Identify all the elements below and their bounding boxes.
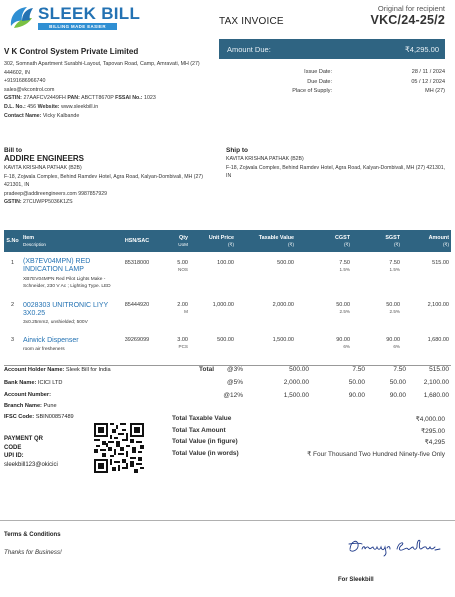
summary-taxable-row xyxy=(172,415,445,427)
col-qty xyxy=(158,230,190,252)
sgst-value: 7.50 xyxy=(389,260,400,266)
row-item xyxy=(21,300,116,335)
col-cgst-sub: (₹) xyxy=(344,241,350,247)
bill-to-name: ADDIRE ENGINEERS xyxy=(4,154,85,163)
tax-sgst: 90.00 xyxy=(389,392,406,399)
row-taxable: 2,000.00 xyxy=(272,302,294,308)
brand-tagline: BILLING MADE EASIER xyxy=(38,23,117,30)
website-label: Website: xyxy=(37,103,60,110)
item-name-link[interactable]: 0028303 UNITRONIC LIYY 3X0.25 xyxy=(23,302,109,317)
row-sgst xyxy=(352,252,402,300)
row-price: 100.00 xyxy=(217,260,234,266)
col-item xyxy=(21,230,116,252)
total-label: Total xyxy=(199,366,215,373)
qty-value: 3.00 xyxy=(177,337,188,343)
payment-qr-code[interactable] xyxy=(94,423,144,473)
tax-cgst: 50.00 xyxy=(348,379,365,386)
place-value: MH (27) xyxy=(425,88,445,94)
row-amount: 2,100.00 xyxy=(427,302,449,308)
place-row xyxy=(230,88,445,98)
col-price-label: Unit Price xyxy=(208,234,234,241)
brand-logo xyxy=(8,4,148,30)
col-amount-sub: (₹) xyxy=(443,241,449,247)
sgst-value: 50.00 xyxy=(386,302,400,308)
sgst-value: 90.00 xyxy=(386,337,400,343)
row-sno: 2 xyxy=(10,302,15,308)
summary-words-value: ₹ Four Thousand Two Hundred Ninety-five Only xyxy=(307,450,445,458)
row-taxable: 500.00 xyxy=(277,260,294,266)
seller-dl: 456 xyxy=(27,103,37,110)
bill-to-gstin xyxy=(4,198,219,207)
ifsc-label: IFSC Code: xyxy=(4,414,35,420)
bank-holder xyxy=(4,367,111,373)
due-date-label: Due Date: xyxy=(307,78,332,85)
seller-name: V K Control System Private Limited xyxy=(4,47,139,56)
bank-value: ICICI LTD xyxy=(37,380,63,386)
holder-label: Account Holder Name: xyxy=(4,367,65,373)
bill-to-address: F-18, Zojwala Complex, Behind Ramdev Hotel, Agra Road, Kalyan-Dombivali, MH (27) 421301, IN xyxy=(4,173,203,189)
tax-taxable: 1,500.00 xyxy=(283,392,309,399)
col-qty-sub: UoM xyxy=(178,242,188,247)
col-amount xyxy=(402,230,451,252)
bill-to-email-phone: pradeep@addireengineers.com 9987857929 xyxy=(4,190,108,197)
sleekbill-logo-icon xyxy=(8,4,36,30)
footer-divider xyxy=(0,520,455,521)
summary-figure-value: ₹4,295 xyxy=(424,439,445,446)
tax-sgst: 7.50 xyxy=(393,366,406,373)
totals-summary xyxy=(172,415,445,461)
col-taxable xyxy=(236,230,296,252)
row-hsn: 85444920 xyxy=(124,302,150,308)
bill-to xyxy=(4,147,219,207)
place-label: Place of Supply: xyxy=(292,88,332,94)
upi-label: UPI ID: xyxy=(4,453,24,459)
row-cgst xyxy=(296,252,352,300)
ship-to xyxy=(226,147,448,181)
row-sgst xyxy=(352,300,402,335)
row-hsn: 39269099 xyxy=(124,337,150,343)
amount-due-label: Amount Due: xyxy=(227,45,271,54)
col-item-label: Item xyxy=(23,235,35,241)
amount-due-value: ₹4,295.00 xyxy=(405,45,439,54)
bank-account xyxy=(4,392,51,398)
contact-label: Contact Name: xyxy=(4,112,42,119)
bill-gstin-label: GSTIN: xyxy=(4,199,22,206)
account-label: Account Number: xyxy=(4,392,51,398)
bill-gstin-value: 27CUWPP5036K1ZS xyxy=(23,199,73,206)
seller-pan: ABCTT8670P xyxy=(81,95,114,102)
brand-name: SLEEK BILL xyxy=(38,4,141,23)
uom-value: PCS xyxy=(178,344,188,349)
col-item-sub: Description xyxy=(23,242,46,247)
row-price: 500.00 xyxy=(217,337,234,343)
table-row xyxy=(4,300,451,335)
summary-tax-label: Total Tax Amount xyxy=(172,426,226,434)
seller-website: www.sleekbill.in xyxy=(61,103,99,110)
col-sno: S.No xyxy=(4,230,21,252)
branch-label: Branch Name: xyxy=(4,403,42,409)
cgst-value: 50.00 xyxy=(336,302,350,308)
for-company: For Sleekbill xyxy=(338,577,374,583)
uom-value: NOS xyxy=(178,267,188,272)
row-sno: 3 xyxy=(10,337,15,343)
table-row xyxy=(4,252,451,300)
seller-details xyxy=(4,60,209,120)
cgst-value: 90.00 xyxy=(336,337,350,343)
ship-to-address: F-18, Zojwala Complex, Behind Ramdev Hotel, Agra Road, Kalyan-Dombivali, MH (27) 421301, IN xyxy=(226,164,446,180)
bill-to-header: Bill to xyxy=(4,147,23,154)
item-name-link[interactable]: (XB7EV04MPN) RED INDICATION LAMP xyxy=(23,258,91,273)
item-desc: 3x0.25mm2, unshielded; 500V xyxy=(23,320,88,325)
tax-taxable: 2,000.00 xyxy=(283,379,309,386)
summary-taxable-value: ₹4,000.00 xyxy=(415,416,445,423)
bill-to-contact: KAVITA KRISHNA PATHAK (B2B) xyxy=(4,165,82,171)
items-table xyxy=(4,230,451,361)
ship-to-contact: KAVITA KRISHNA PATHAK (B2B) xyxy=(226,156,304,162)
bank-branch xyxy=(4,403,57,409)
qty-value: 5.00 xyxy=(177,260,188,266)
row-qty xyxy=(158,300,190,335)
pan-label: PAN: xyxy=(67,95,80,102)
uom-value: M xyxy=(184,309,188,314)
summary-figure-label: Total Value (in figure) xyxy=(172,438,238,445)
seller-dl-web xyxy=(4,103,209,112)
row-sno: 1 xyxy=(10,260,15,266)
summary-words-row xyxy=(172,450,445,462)
amount-due-bar xyxy=(219,39,445,59)
col-amount-label: Amount xyxy=(428,234,449,241)
tax-rate: @12% xyxy=(223,392,243,399)
row-qty xyxy=(158,335,190,361)
sgst-rate: 1.5% xyxy=(389,267,400,272)
ship-to-header: Ship to xyxy=(226,147,249,154)
item-desc: XB7EV04MPN Red Pilot Lights Make - Schneider, 230 V Ac ; Lighting Type. LED xyxy=(23,277,111,289)
branch-value: Pune xyxy=(43,403,57,409)
tax-cgst: 90.00 xyxy=(348,392,365,399)
summary-tax-row xyxy=(172,427,445,439)
seller-gstin: 27AAFCV2449FH xyxy=(23,95,66,102)
bank-name xyxy=(4,380,62,386)
col-sgst-label: SGST xyxy=(385,234,400,241)
tax-amount: 2,100.00 xyxy=(423,379,449,386)
tax-rate: @3% xyxy=(227,366,243,373)
invoice-dates xyxy=(230,69,445,98)
summary-words-label: Total Value (in words) xyxy=(172,449,239,457)
item-name-link[interactable]: Airwick Dispenser xyxy=(23,337,79,344)
col-sgst xyxy=(352,230,402,252)
row-cgst xyxy=(296,335,352,361)
table-row xyxy=(4,335,451,361)
bank-ifsc xyxy=(4,414,74,420)
row-taxable: 1,500.00 xyxy=(272,337,294,343)
col-taxable-label: Taxable Value xyxy=(258,234,294,241)
tax-rate: @5% xyxy=(227,379,243,386)
row-qty xyxy=(158,252,190,300)
tax-amount: 515.00 xyxy=(429,366,449,373)
invoice-title: TAX INVOICE xyxy=(219,16,284,27)
cgst-rate: 6% xyxy=(343,344,350,349)
tax-row-5 xyxy=(0,379,455,391)
issue-date-label: Issue Date: xyxy=(304,69,332,75)
holder-value: Sleek Bill for India xyxy=(65,367,111,373)
table-header-row xyxy=(4,230,451,252)
row-sgst xyxy=(352,335,402,361)
col-price-sub: (₹) xyxy=(228,241,234,247)
sgst-rate: 2.5% xyxy=(389,309,400,314)
seller-email: sales@vkcontrol.com xyxy=(4,86,55,93)
fssai-label: FSSAI No.: xyxy=(115,95,143,102)
signature-image xyxy=(347,535,443,559)
col-cgst-label: CGST xyxy=(335,234,350,241)
tax-sgst: 50.00 xyxy=(389,379,406,386)
due-date-row xyxy=(230,79,445,89)
item-desc: room air fresheners xyxy=(23,347,65,352)
gstin-label: GSTIN: xyxy=(4,95,22,102)
cgst-value: 7.50 xyxy=(339,260,350,266)
issue-date-value: 28 / 11 / 2024 xyxy=(411,69,445,75)
row-price: 1,000.00 xyxy=(212,302,234,308)
ifsc-value: SBIN00857489 xyxy=(35,414,74,420)
qty-value: 2.00 xyxy=(177,302,188,308)
upi-id: sleekbill123@okicici xyxy=(4,461,58,468)
tax-amount: 1,680.00 xyxy=(423,392,449,399)
seller-phone: +9191686966740 xyxy=(4,78,46,85)
payment-qr-label: PAYMENT QR CODE xyxy=(4,436,44,451)
due-date-value: 05 / 12 / 2024 xyxy=(411,78,445,85)
invoice-number: VKC/24-25/2 xyxy=(370,13,445,27)
summary-taxable-label: Total Taxable Value xyxy=(172,415,232,422)
row-item xyxy=(21,252,116,300)
row-amount: 1,680.00 xyxy=(427,337,449,343)
seller-contact-name: Vicky Kalbande xyxy=(42,112,80,119)
seller-contact xyxy=(4,112,209,121)
tax-taxable: 500.00 xyxy=(289,366,309,373)
col-taxable-sub: (₹) xyxy=(288,241,294,247)
row-amount: 515.00 xyxy=(432,260,449,266)
col-qty-label: Qty xyxy=(179,235,188,241)
payment-info xyxy=(4,435,58,469)
dl-label: D.L. No.: xyxy=(4,103,26,110)
tax-row-12 xyxy=(0,392,455,404)
cgst-rate: 2.5% xyxy=(339,309,350,314)
sgst-rate: 6% xyxy=(393,344,400,349)
col-price xyxy=(190,230,236,252)
row-cgst xyxy=(296,300,352,335)
col-sgst-sub: (₹) xyxy=(394,241,400,247)
col-hsn: HSN/SAC xyxy=(116,230,158,252)
summary-figure-row xyxy=(172,438,445,450)
terms-heading: Terms & Conditions xyxy=(4,532,61,538)
seller-tax-ids xyxy=(4,94,209,103)
col-cgst xyxy=(296,230,352,252)
row-hsn: 85318000 xyxy=(124,260,150,266)
seller-address: 302, Somnath Apartment Surabhi-Layout, Tapovan Road, Camp, Amravati, MH (27) 444602, IN xyxy=(4,61,200,76)
tax-cgst: 7.50 xyxy=(352,366,365,373)
seller-fssai: 1023 xyxy=(144,95,156,102)
row-item xyxy=(21,335,116,361)
copy-type: Original for recipient xyxy=(377,4,445,13)
thanks-note: Thanks for Business! xyxy=(4,549,62,556)
summary-tax-value: ₹295.00 xyxy=(420,427,445,435)
bank-label: Bank Name: xyxy=(4,380,37,386)
issue-date-row xyxy=(230,69,445,79)
cgst-rate: 1.5% xyxy=(339,267,350,272)
